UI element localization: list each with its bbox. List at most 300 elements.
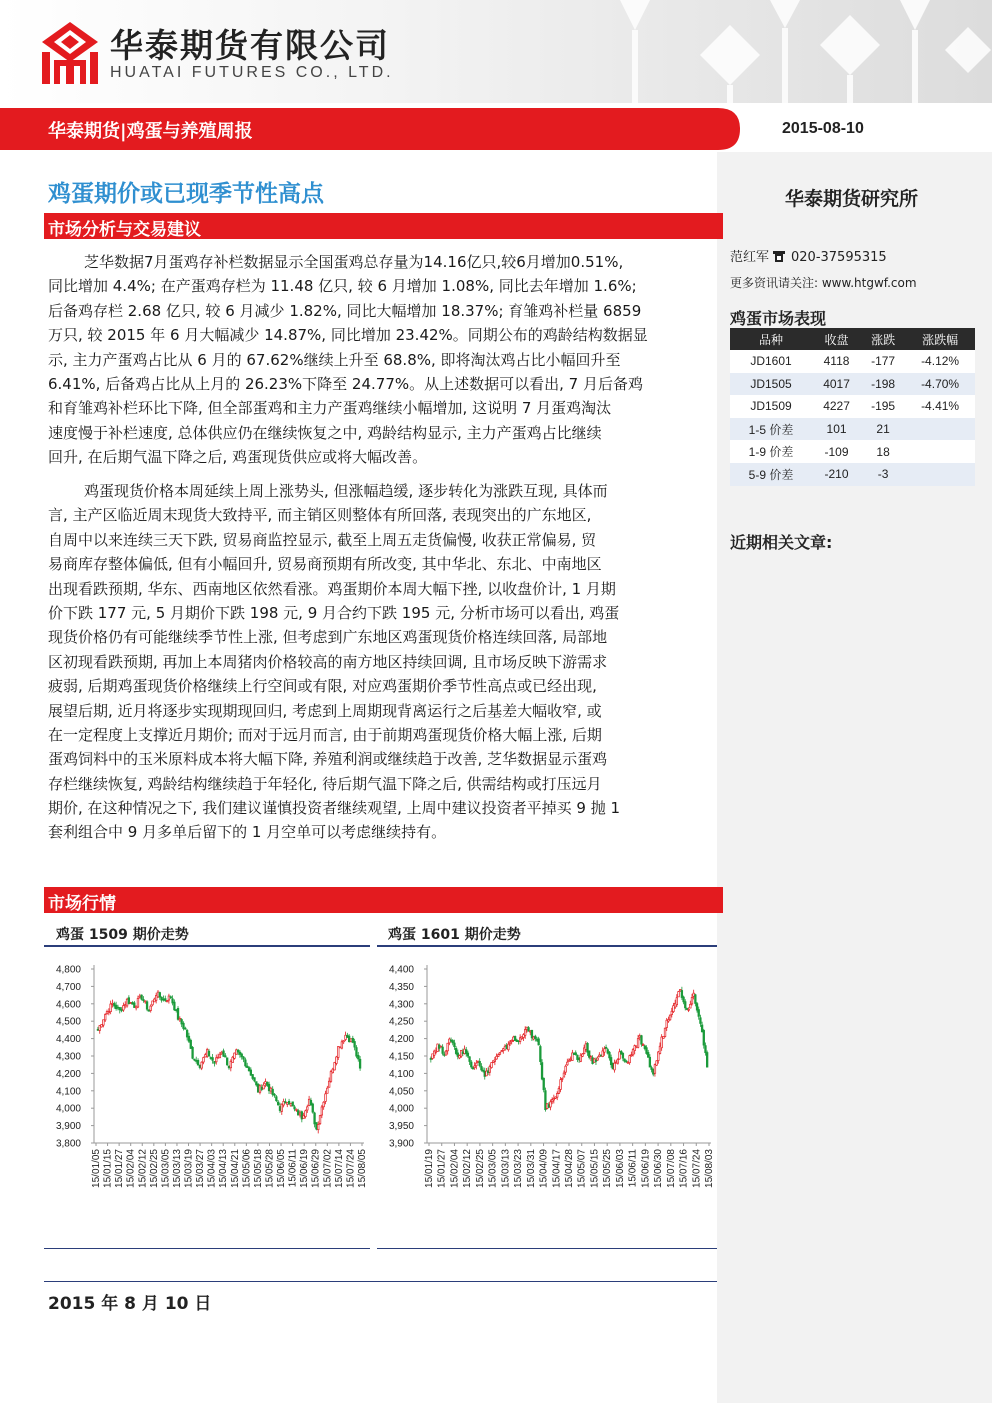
candle-body (166, 1001, 168, 1002)
candle-body (192, 1047, 194, 1058)
table-cell: 101 (812, 418, 861, 441)
candle-body (121, 1010, 123, 1011)
candle-body (130, 1003, 132, 1004)
x-tick-label: 15/02/04 (449, 1149, 461, 1188)
y-tick-label: 4,700 (55, 981, 81, 993)
candle-body (128, 998, 130, 1004)
candle-body (161, 997, 163, 1000)
candle-body (261, 1087, 263, 1089)
candle-body (629, 1056, 631, 1063)
y-tick-label: 4,050 (388, 1086, 414, 1098)
y-tick-label: 4,100 (388, 1068, 414, 1080)
candle-body (214, 1061, 216, 1063)
x-tick-label: 15/01/19 (424, 1149, 435, 1188)
chart-bottom-rule-1509 (44, 1248, 370, 1249)
x-tick-label: 15/07/24 (345, 1149, 357, 1188)
candle-body (316, 1122, 318, 1129)
candle-body (265, 1082, 267, 1084)
candle-body (137, 998, 139, 1007)
candle-body (676, 998, 678, 1005)
candle-body (541, 1063, 543, 1080)
y-tick-label: 4,300 (55, 1051, 81, 1063)
candle-body (597, 1058, 599, 1060)
market-table-title: 鸡蛋市场表现 (730, 309, 827, 328)
paragraph-line: 同比增加 4.4%; 在产蛋鸡存栏为 11.48 亿只, 较 6 月增加 1.08%, 同比去年增加 1.6%; (48, 277, 637, 296)
candle-body (203, 1057, 205, 1062)
y-tick-label: 4,350 (388, 981, 414, 993)
candle-body (352, 1038, 354, 1042)
candle-body (543, 1078, 545, 1090)
candle-body (290, 1103, 292, 1105)
x-tick-label: 15/05/07 (576, 1149, 588, 1188)
candle-body (339, 1047, 341, 1048)
candle-body (181, 1020, 183, 1024)
candle-body (179, 1018, 181, 1020)
candle-body (252, 1074, 254, 1078)
candle-body (186, 1030, 188, 1037)
candle-body (148, 1010, 150, 1012)
candle-body (706, 1053, 708, 1068)
candle-body (327, 1088, 329, 1093)
paragraph-line: 言, 主产区临近周末现货大致持平, 而主销区则整体有所回落, 表现突出的广东地区, (48, 506, 592, 525)
x-tick-label: 15/06/19 (299, 1149, 311, 1188)
candle-body (317, 1124, 319, 1129)
candle-body (152, 1001, 154, 1005)
footer-rule (44, 1281, 717, 1282)
table-cell: -177 (861, 350, 905, 373)
candle-body (690, 1004, 692, 1008)
candle-body (540, 1046, 542, 1061)
x-tick-label: 15/02/12 (462, 1149, 474, 1188)
paragraph-line: 在一定程度上支撑近月期价; 而对于远月而言, 由于前期鸡蛋现货价格大幅上涨, 后期 (48, 725, 602, 744)
paragraph-line: 存栏继续恢复, 鸡龄结构继续趋于年轻化, 待后期气温下降之后, 供需结构或打压远月 (48, 774, 602, 793)
candle-body (139, 996, 141, 997)
candle-body (259, 1086, 261, 1093)
paragraph-line: 疲弱, 后期鸡蛋现货价格继续上行空间或有限, 对应鸡蛋期价季节性高点或已经出现, (48, 677, 597, 696)
candle-body (108, 1012, 110, 1013)
candle-body (134, 1003, 136, 1008)
table-cell: JD1509 (730, 395, 812, 418)
candle-body (345, 1035, 347, 1039)
chart-title-1509: 鸡蛋 1509 期价走势 (56, 927, 189, 943)
candle-body (155, 995, 157, 1000)
x-tick-label: 15/07/08 (665, 1149, 677, 1188)
candle-body (531, 1030, 533, 1038)
y-tick-label: 3,800 (55, 1138, 81, 1150)
chart-bottom-rule-1601 (377, 1248, 717, 1249)
table-cell: 1-5 价差 (730, 418, 812, 441)
paragraph-line: 芝华数据7月蛋鸡存补栏数据显示全国蛋鸡总存量为14.16亿只,较6月增加0.51%, (84, 253, 624, 271)
analyst-phone: 020-37595315 (791, 250, 887, 265)
section-title-market: 市场行情 (48, 894, 116, 914)
paragraph-line: 现货价格仍有可能继续季节性上涨, 但考虑到广东地区鸡蛋现货价格连续回落, 局部地 (48, 628, 608, 647)
x-tick-label: 15/03/05 (160, 1149, 172, 1188)
candle-body (509, 1042, 511, 1044)
candle-body (208, 1051, 210, 1056)
candle-body (565, 1066, 567, 1072)
candle-body (201, 1062, 203, 1068)
candle-body (467, 1053, 469, 1056)
candle-body (205, 1055, 207, 1057)
candle-body (283, 1101, 285, 1105)
candle-body (561, 1078, 563, 1079)
report-banner-title: 华泰期货|鸡蛋与养殖周报 (48, 121, 253, 142)
section-title-analysis: 市场分析与交易建议 (48, 220, 201, 240)
candle-body (614, 1063, 616, 1070)
candle-body (705, 1046, 707, 1053)
candle-body (347, 1035, 349, 1037)
paragraph-supply (48, 250, 720, 470)
candle-body (219, 1054, 221, 1058)
candle-body (445, 1051, 447, 1055)
candle-body (195, 1060, 197, 1061)
candle-body (257, 1084, 259, 1092)
candle-body (535, 1036, 537, 1038)
x-tick-label: 15/06/03 (614, 1149, 626, 1188)
x-tick-label: 15/06/30 (653, 1149, 665, 1188)
candle-body (294, 1107, 296, 1109)
x-tick-label: 15/03/27 (195, 1149, 207, 1188)
candle-body (112, 1003, 114, 1004)
candle-body (135, 1006, 137, 1008)
candle-body (314, 1113, 316, 1124)
candle-body (279, 1106, 281, 1110)
candle-body (691, 997, 693, 1003)
y-tick-label: 4,000 (388, 1103, 414, 1115)
candle-body (250, 1070, 252, 1075)
candle-body (622, 1053, 624, 1058)
candle-body (230, 1061, 232, 1067)
candle-body (276, 1097, 278, 1101)
candle-body (217, 1057, 219, 1058)
x-tick-label: 15/06/11 (627, 1149, 639, 1188)
candle-body (246, 1066, 248, 1067)
candle-body (97, 1029, 99, 1030)
table-cell: -198 (861, 373, 905, 396)
x-tick-label: 15/08/03 (704, 1149, 715, 1188)
candle-body (654, 1065, 656, 1074)
candle-body (609, 1052, 611, 1058)
paragraph-line: 期价, 在这种情况之下, 我们建议谨慎投资者继续观望, 上周中建议投资者平掉买 9 抛 1 (48, 799, 621, 818)
paragraph-line: 鸡蛋现货价格本周延续上周上涨势头, 但涨幅趋缓, 逐步转化为涨跌互现, 具体而 (84, 482, 608, 500)
table-row (730, 395, 975, 418)
candle-body (239, 1052, 241, 1054)
x-tick-label: 15/03/13 (171, 1149, 183, 1188)
candle-body (642, 1044, 644, 1045)
paragraph-line: 后备鸡存栏 2.68 亿只, 较 6 月减少 1.82%, 同比大幅增加 18.37%; 育雏鸡补栏量 6859 (48, 301, 642, 320)
candle-body (241, 1054, 243, 1057)
paragraph-line: 6.41%, 后备鸡占比从上月的 26.23%下降至 24.77%。从上述数据可以看出, 7 月后备鸡 (48, 374, 643, 393)
candle-body (560, 1080, 562, 1090)
candle-body (550, 1102, 552, 1107)
candle-body (454, 1043, 456, 1047)
candle-body (117, 1007, 119, 1008)
paragraph-line: 回升, 在后期气温下降之后, 鸡蛋现货供应或将大幅改善。 (48, 448, 428, 467)
candle-body (285, 1102, 287, 1103)
chart-jd1601 (377, 955, 717, 1225)
candle-body (146, 1002, 148, 1010)
candle-body (190, 1040, 192, 1048)
report-date: 2015-08-10 (782, 120, 864, 137)
x-tick-label: 15/04/28 (564, 1149, 575, 1188)
candle-body (354, 1041, 356, 1047)
candle-body (281, 1104, 283, 1111)
x-tick-label: 15/06/29 (310, 1149, 322, 1188)
candle-body (106, 1012, 108, 1014)
candle-body (343, 1041, 345, 1042)
paragraph-line: 展望后期, 近月将逐步实现期现回归, 考虑到上周期现背离运行之后基差大幅收窄, 或 (48, 701, 602, 720)
candle-body (210, 1058, 212, 1059)
candle-body (452, 1041, 454, 1043)
x-tick-label: 15/07/16 (678, 1149, 690, 1188)
y-tick-label: 4,200 (388, 1034, 414, 1046)
table-cell: -4.12% (905, 350, 975, 373)
candle-body (334, 1062, 336, 1070)
x-tick-label: 15/03/23 (513, 1149, 525, 1188)
paragraph-line: 价下跌 177 元, 5 月期价下跌 198 元, 9 月合约下跌 195 元, 分析市场可以看出, 鸡蛋 (48, 603, 620, 622)
candle-body (312, 1104, 314, 1112)
candle-body (664, 1028, 666, 1036)
candle-body (641, 1036, 643, 1045)
candle-body (115, 1005, 117, 1008)
candle-body (470, 1062, 472, 1067)
paragraph-line: 自周中以来连续三天下跌, 贸易商监控显示, 截至上周五走货偏慢, 收获正常偏易, 贸 (48, 530, 597, 549)
candle-body (232, 1057, 234, 1062)
candle-body (356, 1048, 358, 1057)
x-tick-label: 15/04/21 (229, 1149, 241, 1188)
candle-body (150, 1006, 152, 1010)
candle-body (330, 1072, 332, 1082)
candle-body (508, 1044, 510, 1050)
candle-body (174, 1002, 176, 1010)
candle-body (479, 1061, 481, 1065)
candle-body (357, 1055, 359, 1059)
candle-body (306, 1107, 308, 1110)
candle-body (188, 1036, 190, 1041)
article-title: 鸡蛋期价或已现季节性高点 (48, 181, 324, 207)
candle-body (678, 992, 680, 997)
y-tick-label: 3,900 (388, 1138, 414, 1150)
candle-body (185, 1028, 187, 1029)
x-tick-label: 15/07/02 (322, 1149, 334, 1188)
table-cell: -4.70% (905, 373, 975, 396)
candle-body (297, 1111, 299, 1115)
table-cell: 4118 (812, 350, 861, 373)
candle-body (124, 1005, 126, 1006)
y-tick-label: 4,500 (55, 1016, 81, 1028)
market-table (730, 328, 975, 486)
table-row (730, 463, 975, 486)
y-tick-label: 4,400 (388, 964, 414, 976)
company-name-en: HUATAI FUTURES CO., LTD. (110, 64, 394, 81)
header-change: 涨跌 (861, 328, 905, 350)
candle-body (215, 1058, 217, 1062)
x-tick-label: 15/07/14 (333, 1149, 345, 1188)
analyst-contact (730, 246, 887, 265)
candle-body (164, 999, 166, 1001)
candle-body (245, 1060, 247, 1066)
table-cell: 18 (861, 440, 905, 463)
y-tick-label: 4,250 (388, 1016, 414, 1028)
y-tick-label: 4,150 (388, 1051, 414, 1063)
candle-body (175, 1010, 177, 1011)
section-bar-market (44, 887, 723, 913)
candle-body (336, 1057, 338, 1064)
candle-body (575, 1053, 577, 1055)
candle-body (476, 1063, 478, 1066)
candle-body (172, 999, 174, 1003)
candle-body (447, 1043, 449, 1051)
x-tick-label: 15/06/19 (640, 1149, 652, 1188)
candle-body (301, 1112, 303, 1119)
table-cell: -109 (812, 440, 861, 463)
candle-body (305, 1111, 307, 1117)
candle-body (556, 1093, 558, 1097)
candle-body (669, 1015, 671, 1020)
candle-body (183, 1023, 185, 1028)
candle-body (497, 1055, 499, 1057)
x-tick-label: 15/05/18 (252, 1149, 264, 1188)
candle-body (491, 1063, 493, 1068)
paragraph-line: 万只, 较 2015 年 6 月大幅减少 14.87%, 同比增加 23.42%。同期公布的鸡龄结构数据显 (48, 326, 648, 345)
y-tick-label: 3,950 (388, 1121, 414, 1133)
candle-body (637, 1039, 639, 1048)
table-cell: 4227 (812, 395, 861, 418)
company-name-cn: 华泰期货有限公司 (110, 26, 390, 65)
candle-body (563, 1073, 565, 1077)
paragraph-line: 套利组合中 9 月多单后留下的 1 月空单可以考虑继续持有。 (48, 823, 447, 842)
candle-body (481, 1066, 483, 1070)
candle-body (695, 995, 697, 1004)
chart-rule-1601 (377, 945, 717, 947)
candle-body (272, 1089, 274, 1094)
candle-body (234, 1053, 236, 1058)
y-tick-label: 4,300 (388, 999, 414, 1011)
candle-body (442, 1047, 444, 1053)
candle-body (703, 1030, 705, 1045)
candle-body (538, 1039, 540, 1045)
candle-body (99, 1026, 101, 1031)
candle-body (194, 1059, 196, 1060)
candle-body (308, 1099, 310, 1105)
candle-body (698, 1010, 700, 1017)
candle-body (110, 1004, 112, 1012)
candle-body (123, 1006, 125, 1010)
table-cell: 4017 (812, 373, 861, 396)
candle-body (359, 1059, 361, 1068)
y-tick-label: 4,800 (55, 964, 81, 976)
table-row (730, 350, 975, 373)
candle-body (248, 1068, 250, 1071)
candle-body (553, 1098, 555, 1099)
x-tick-label: 15/01/27 (114, 1149, 126, 1188)
candle-body (332, 1069, 334, 1073)
table-row (730, 440, 975, 463)
candle-body (325, 1094, 327, 1102)
x-tick-label: 15/04/13 (218, 1149, 230, 1188)
candle-body (286, 1102, 288, 1104)
candle-body (104, 1015, 106, 1020)
paragraph-line: 和育雏鸡补栏环比下降, 但全部蛋鸡和主力产蛋鸡继续小幅增加, 这说明 7 月蛋鸡淘汰 (48, 399, 612, 418)
table-cell (905, 418, 975, 441)
x-tick-label: 15/04/03 (206, 1149, 218, 1188)
candle-body (177, 1008, 179, 1019)
x-tick-label: 15/01/27 (436, 1149, 448, 1188)
paragraph-line: 蛋鸡饲料中的玉米原料成本将大幅下降, 养殖利润或继续趋于改善, 芝华数据显示蛋鸡 (48, 750, 608, 769)
candle-body (494, 1060, 496, 1061)
candle-body (274, 1094, 276, 1095)
paragraph-line: 易商库存整体偏低, 但有小幅回升, 贸易商预期有所改变, 其中华北、东北、中南地区 (48, 555, 602, 574)
x-tick-label: 15/01/05 (91, 1149, 102, 1188)
table-cell: -3 (861, 463, 905, 486)
candle-body (143, 999, 145, 1000)
chart-jd1509 (44, 955, 370, 1225)
chart-rule-1509 (44, 945, 370, 947)
candle-body (684, 1002, 686, 1008)
footer-date: 2015 年 8 月 10 日 (48, 1294, 212, 1314)
x-tick-label: 15/03/31 (525, 1149, 537, 1188)
candle-body (319, 1116, 321, 1124)
related-articles-title: 近期相关文章: (730, 533, 833, 552)
y-tick-label: 4,400 (55, 1034, 81, 1046)
candle-body (595, 1060, 597, 1061)
candle-body (321, 1107, 323, 1115)
candle-body (310, 1100, 312, 1105)
y-tick-label: 4,100 (55, 1086, 81, 1098)
x-tick-label: 15/04/17 (551, 1149, 563, 1188)
table-cell: JD1601 (730, 350, 812, 373)
table-cell (905, 440, 975, 463)
company-logo-icon (42, 22, 98, 84)
candle-body (144, 1001, 146, 1002)
chart-title-1601: 鸡蛋 1601 期价走势 (388, 927, 521, 943)
candle-body (604, 1049, 606, 1052)
candle-body (270, 1088, 272, 1091)
candle-body (163, 999, 165, 1000)
candle-body (350, 1039, 352, 1042)
table-cell: 1-9 价差 (730, 440, 812, 463)
x-tick-label: 15/03/05 (487, 1149, 499, 1188)
candle-body (157, 992, 159, 997)
x-tick-label: 15/03/19 (183, 1149, 195, 1188)
analyst-name: 范红军 (730, 250, 770, 265)
candle-body (474, 1066, 476, 1068)
candle-body (582, 1054, 584, 1056)
header-contract: 品种 (730, 328, 812, 350)
x-tick-label: 15/04/09 (538, 1149, 550, 1188)
header-change-pct: 涨跌幅 (905, 328, 975, 350)
candle-body (567, 1062, 569, 1065)
candle-body (101, 1024, 103, 1026)
x-tick-label: 15/01/15 (102, 1149, 114, 1188)
y-tick-label: 3,900 (55, 1121, 81, 1133)
y-tick-label: 4,200 (55, 1068, 81, 1080)
candle-body (524, 1029, 526, 1035)
candle-body (228, 1066, 230, 1068)
x-tick-label: 15/02/04 (125, 1149, 137, 1188)
x-tick-label: 15/06/11 (287, 1149, 299, 1188)
x-tick-label: 15/02/12 (137, 1149, 149, 1188)
x-tick-label: 15/06/05 (276, 1149, 288, 1188)
candle-body (299, 1113, 301, 1115)
y-tick-label: 4,600 (55, 999, 81, 1011)
table-row (730, 418, 975, 441)
more-info-link[interactable]: 更多资讯请关注: www.htgwf.com (730, 276, 917, 290)
table-cell (905, 463, 975, 486)
candle-body (206, 1050, 208, 1057)
candle-body (254, 1078, 256, 1081)
table-cell: 21 (861, 418, 905, 441)
